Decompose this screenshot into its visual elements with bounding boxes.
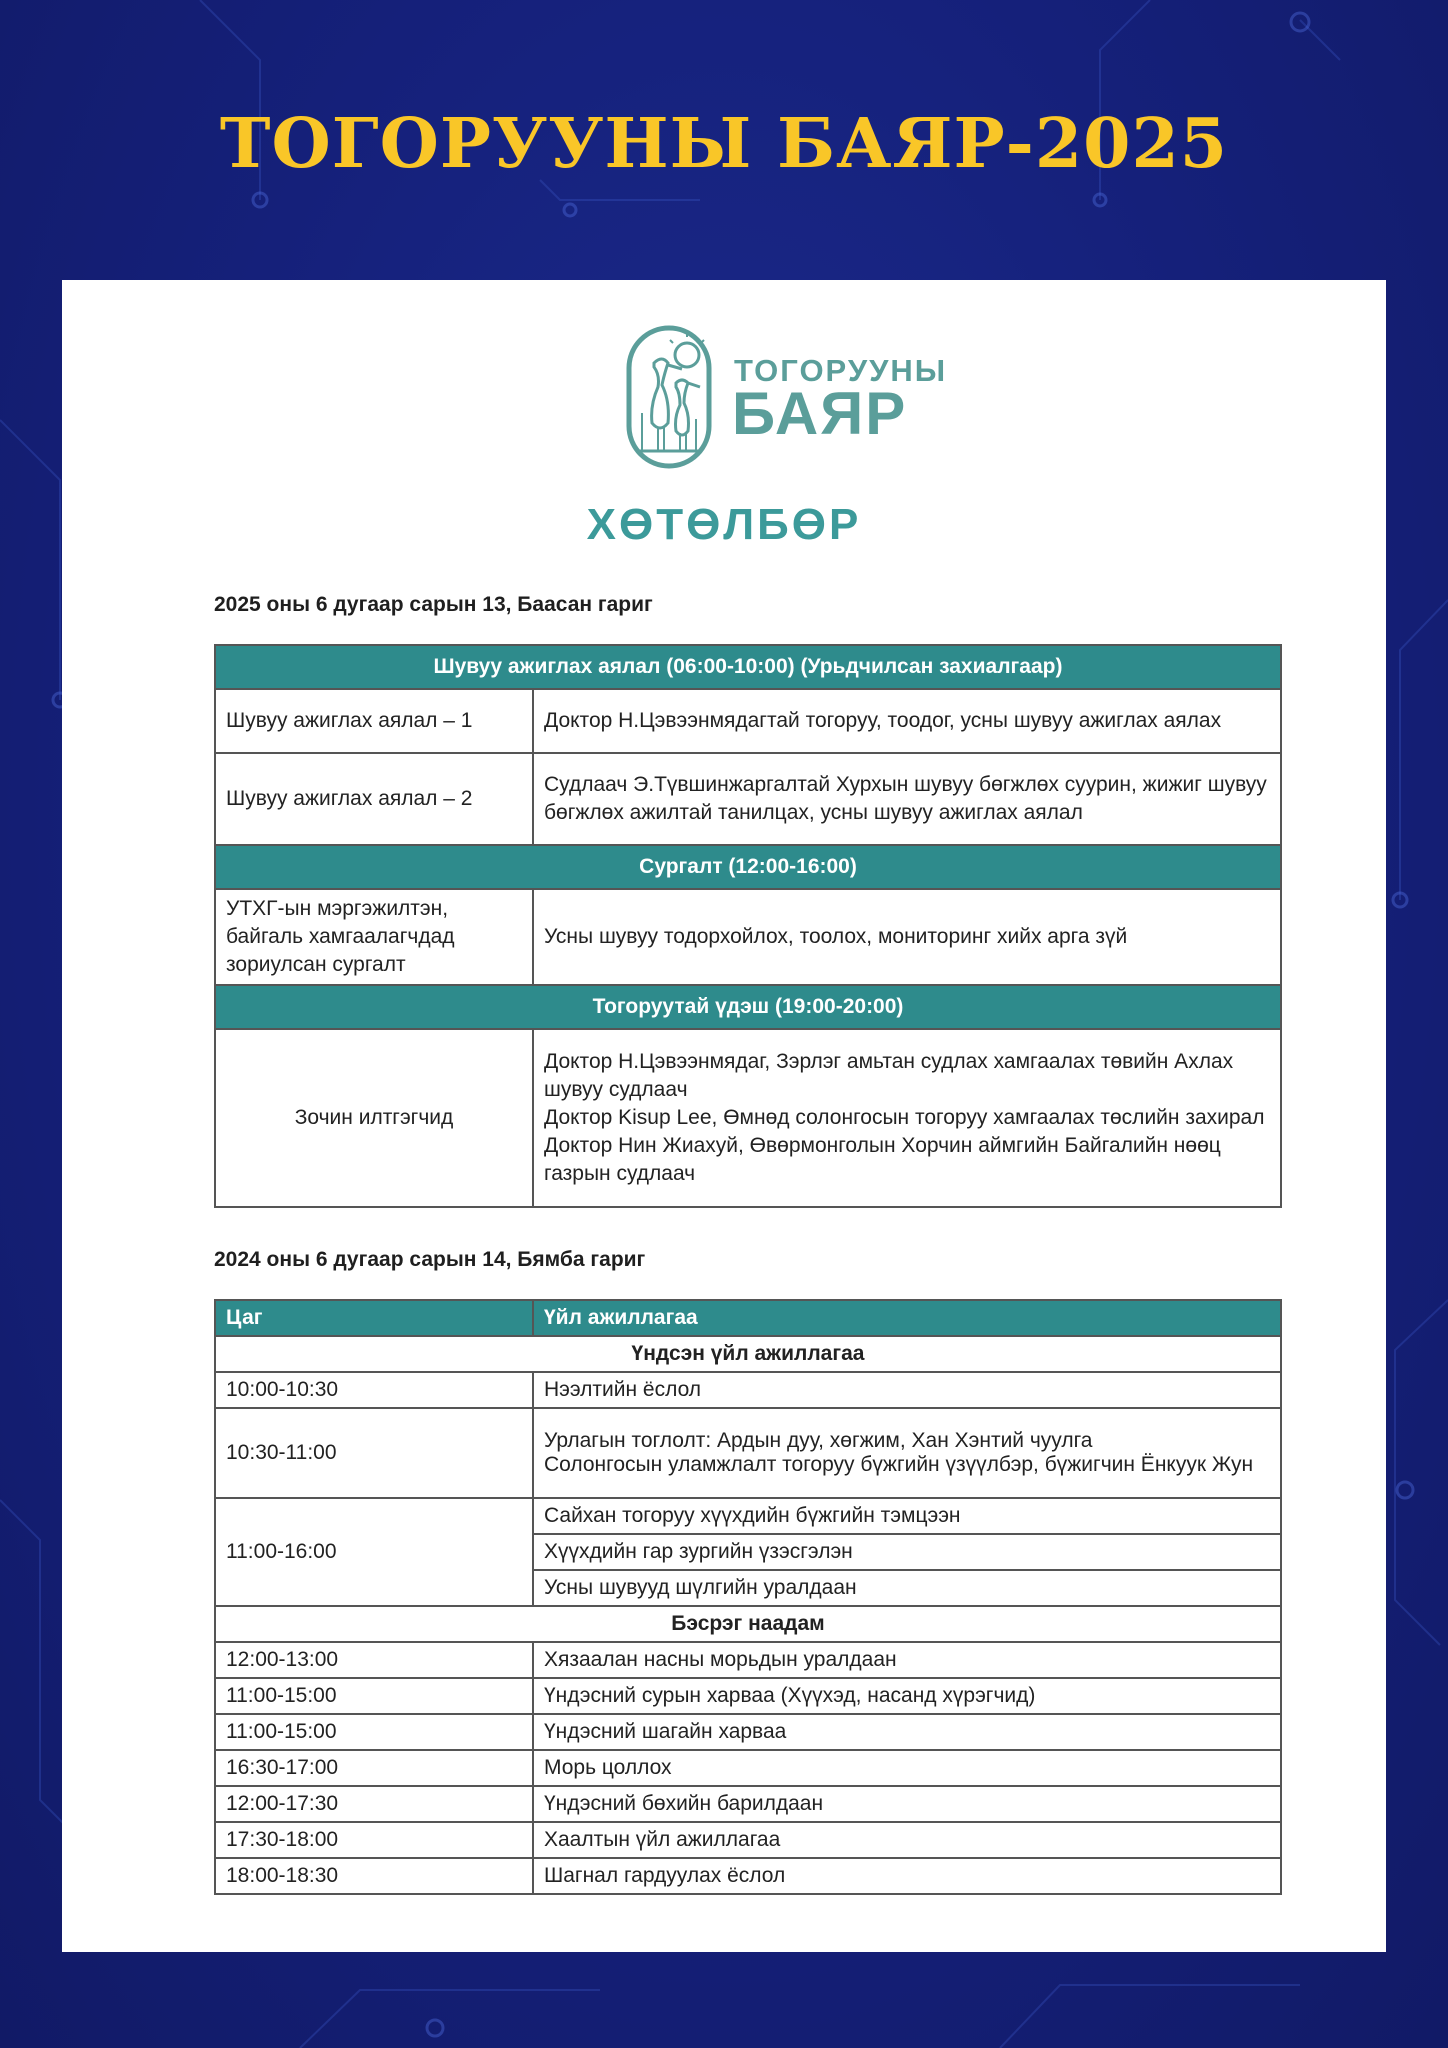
activity-cell: Хязаалан насны морьдын уралдаан bbox=[533, 1642, 1281, 1678]
activity-label: Зочин илтгэгчид bbox=[215, 1029, 533, 1207]
table-row bbox=[215, 1858, 1281, 1894]
table-row bbox=[215, 1408, 1281, 1498]
activity-cell: Усны шувууд шүлгийн уралдаан bbox=[533, 1570, 1281, 1606]
table-row bbox=[215, 889, 1281, 985]
table-row bbox=[215, 1750, 1281, 1786]
time-cell: 10:30-11:00 bbox=[215, 1408, 533, 1498]
activity-label: Шувуу ажиглах аялал – 1 bbox=[215, 689, 533, 753]
activity-cell: Нээлтийн ёслол bbox=[533, 1372, 1281, 1408]
time-cell: 17:30-18:00 bbox=[215, 1822, 533, 1858]
table-row bbox=[215, 1029, 1281, 1207]
activity-description: Доктор Н.Цэвээнмядагтай тогоруу, тоодог, усны шувуу ажиглах аялах bbox=[533, 689, 1281, 753]
section-header-row bbox=[215, 845, 1281, 889]
activity-label: Шувуу ажиглах аялал – 2 bbox=[215, 753, 533, 845]
logo-text-line1: ТОГОРУУНЫ bbox=[734, 353, 948, 388]
subsection-title: Үндсэн үйл ажиллагаа bbox=[215, 1336, 1281, 1372]
time-cell: 11:00-16:00 bbox=[215, 1498, 533, 1606]
time-cell: 12:00-13:00 bbox=[215, 1642, 533, 1678]
program-title: ХӨТӨЛБӨР bbox=[586, 500, 862, 549]
subsection-row bbox=[215, 1606, 1281, 1642]
table-row bbox=[215, 1714, 1281, 1750]
day1-schedule-table bbox=[214, 644, 1282, 1208]
activity-cell: Үндэсний бөхийн барилдаан bbox=[533, 1786, 1281, 1822]
section-header-row bbox=[215, 645, 1281, 689]
activity-item: Урлагын тоглолт: Ардын дуу, хөгжим, Хан Хэнтий чуулга bbox=[544, 1429, 1093, 1452]
poster-title: ТОГОРУУНЫ БАЯР-2025 bbox=[219, 104, 1229, 184]
day1-heading: 2025 оны 6 дугаар сарын 13, Баасан гариг bbox=[214, 593, 653, 616]
crane-emblem-icon bbox=[624, 323, 724, 473]
activity-cell: Үндэсний шагайн харваа bbox=[533, 1714, 1281, 1750]
column-header-activity: Үйл ажиллагаа bbox=[533, 1300, 1281, 1336]
time-cell: 18:00-18:30 bbox=[215, 1858, 533, 1894]
activity-label: УТХГ-ын мэргэжилтэн, байгаль хамгаалагчдад зориулсан сургалт bbox=[215, 889, 533, 985]
subsection-row bbox=[215, 1336, 1281, 1372]
day2-heading: 2024 оны 6 дугаар сарын 14, Бямба гариг bbox=[214, 1248, 646, 1271]
table-row bbox=[215, 1498, 1281, 1534]
table-row bbox=[215, 1642, 1281, 1678]
time-cell: 11:00-15:00 bbox=[215, 1678, 533, 1714]
table-row bbox=[215, 689, 1281, 753]
day2-schedule-table bbox=[214, 1299, 1282, 1895]
section-header-row bbox=[215, 985, 1281, 1029]
activity-description: Судлаач Э.Түвшинжаргалтай Хурхын шувуу бөгжлөх суурин, жижиг шувуу бөгжлөх ажилтай танилцах, усны шувуу ажиглах аялал bbox=[533, 753, 1281, 845]
activity-list bbox=[544, 1429, 1270, 1477]
table-row bbox=[215, 753, 1281, 845]
program-sheet bbox=[62, 280, 1386, 1952]
subsection-title: Бэсрэг наадам bbox=[215, 1606, 1281, 1642]
time-cell: 12:00-17:30 bbox=[215, 1786, 533, 1822]
activity-description: Доктор Н.Цэвээнмядаг, Зэрлэг амьтан судлах хамгаалах төвийн Ахлах шувуу судлаач Доктор Kisup Lee, Өмнөд солонгосын тогоруу хамгаалах төслийн захирал Доктор Нин Жиахуй, Өвөрмонголын Хорчин аймгийн Байгалийн нөөц газрын судлаач bbox=[533, 1029, 1281, 1207]
activity-cell: Сайхан тогоруу хүүхдийн бүжгийн тэмцээн bbox=[533, 1498, 1281, 1534]
activity-item: Солонгосын уламжлалт тогоруу бүжгийн үзүүлбэр, бүжигчин Ёнкуук Жун bbox=[544, 1453, 1254, 1476]
activity-cell: Үндэсний сурын харваа (Хүүхэд, насанд хүрэгчид) bbox=[533, 1678, 1281, 1714]
activity-cell: Морь цоллох bbox=[533, 1750, 1281, 1786]
time-cell: 10:00-10:30 bbox=[215, 1372, 533, 1408]
logo-text-line2: БАЯР bbox=[732, 380, 908, 447]
section-title: Шувуу ажиглах аялал (06:00-10:00) (Урьдчилсан захиалгаар) bbox=[215, 645, 1281, 689]
time-cell: 16:30-17:00 bbox=[215, 1750, 533, 1786]
column-header-time: Цаг bbox=[215, 1300, 533, 1336]
activity-cell bbox=[533, 1408, 1281, 1498]
section-title: Сургалт (12:00-16:00) bbox=[215, 845, 1281, 889]
table-row bbox=[215, 1786, 1281, 1822]
activity-cell: Хаалтын үйл ажиллагаа bbox=[533, 1822, 1281, 1858]
table-row bbox=[215, 1372, 1281, 1408]
festival-logo bbox=[624, 323, 948, 473]
table-row bbox=[215, 1822, 1281, 1858]
section-title: Тогоруутай үдэш (19:00-20:00) bbox=[215, 985, 1281, 1029]
table-header-row bbox=[215, 1300, 1281, 1336]
time-cell: 11:00-15:00 bbox=[215, 1714, 533, 1750]
table-row bbox=[215, 1678, 1281, 1714]
activity-cell: Шагнал гардуулах ёслол bbox=[533, 1858, 1281, 1894]
activity-cell: Хүүхдийн гар зургийн үзэсгэлэн bbox=[533, 1534, 1281, 1570]
activity-description: Усны шувуу тодорхойлох, тоолох, мониторинг хийх арга зүй bbox=[533, 889, 1281, 985]
